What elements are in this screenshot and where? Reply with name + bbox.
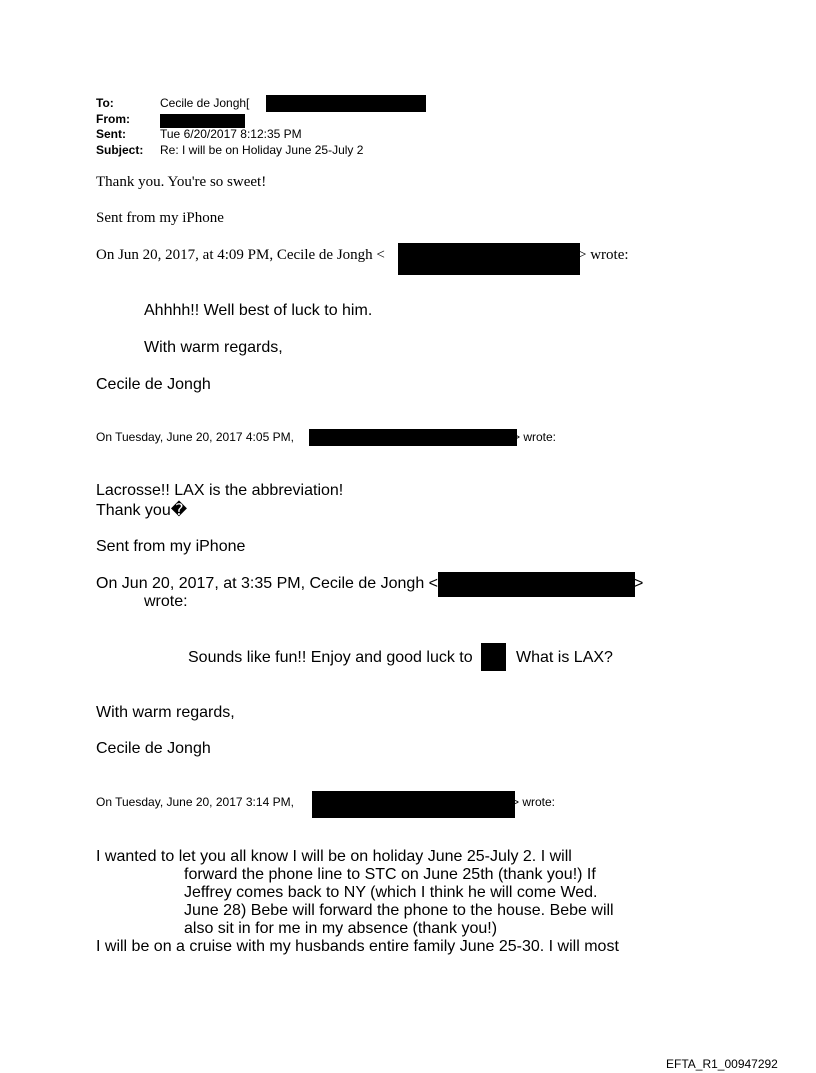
message-line: Sounds like fun!! Enjoy and good luck to bbox=[188, 649, 473, 666]
redaction-box bbox=[309, 429, 517, 446]
quote-header: On Jun 20, 2017, at 4:09 PM, Cecile de Jongh < bbox=[96, 247, 385, 263]
from-label: From: bbox=[96, 112, 130, 126]
sent-value: Tue 6/20/2017 8:12:35 PM bbox=[160, 127, 302, 141]
redaction-box bbox=[438, 572, 635, 597]
redaction-box bbox=[160, 114, 245, 128]
message-line: With warm regards, bbox=[144, 339, 283, 356]
signature: Sent from my iPhone bbox=[96, 538, 246, 555]
message-line: June 28) Bebe will forward the phone to the house. Bebe will bbox=[184, 902, 614, 919]
message-line: I will be on a cruise with my husbands entire family June 25-30. I will most bbox=[96, 938, 619, 955]
message-line: With warm regards, bbox=[96, 704, 235, 721]
document-id: EFTA_R1_00947292 bbox=[666, 1057, 778, 1071]
sender-name: Cecile de Jongh bbox=[96, 740, 211, 757]
subject-value: Re: I will be on Holiday June 25-July 2 bbox=[160, 143, 364, 157]
message-line: Ahhhh!! Well best of luck to him. bbox=[144, 302, 373, 319]
redaction-box bbox=[312, 791, 515, 818]
sent-label: Sent: bbox=[96, 127, 126, 141]
quote-header-wrote: > wrote: bbox=[512, 795, 556, 809]
sender-name: Cecile de Jongh bbox=[96, 376, 211, 393]
redaction-box bbox=[398, 243, 580, 275]
quote-header: On Tuesday, June 20, 2017 3:14 PM, bbox=[96, 795, 294, 809]
to-value: Cecile de Jongh[ bbox=[160, 96, 250, 110]
message-line: forward the phone line to STC on June 25th (thank you!) If bbox=[184, 866, 596, 883]
signature: Sent from my iPhone bbox=[96, 210, 224, 226]
message-line: Jeffrey comes back to NY (which I think he will come Wed. bbox=[184, 884, 598, 901]
message-line: Thank you� bbox=[96, 502, 188, 519]
message-line: I wanted to let you all know I will be on holiday June 25-July 2. I will bbox=[96, 848, 572, 865]
quote-header-bracket: > bbox=[634, 575, 644, 592]
message-line: Lacrosse!! LAX is the abbreviation! bbox=[96, 482, 344, 499]
redaction-box bbox=[481, 643, 506, 671]
message-line: What is LAX? bbox=[516, 649, 613, 666]
message-body: Thank you. You're so sweet! bbox=[96, 174, 267, 190]
subject-label: Subject: bbox=[96, 143, 144, 157]
message-line: also sit in for me in my absence (thank you!) bbox=[184, 920, 498, 937]
to-label: To: bbox=[96, 96, 114, 110]
quote-header: On Tuesday, June 20, 2017 4:05 PM, bbox=[96, 430, 294, 444]
quote-header-wrote: wrote: bbox=[144, 593, 188, 610]
quote-header: On Jun 20, 2017, at 3:35 PM, Cecile de Jongh < bbox=[96, 575, 438, 592]
quote-header-wrote: > wrote: bbox=[578, 247, 629, 263]
quote-header-wrote: > wrote: bbox=[513, 430, 557, 444]
redaction-box bbox=[266, 95, 426, 112]
